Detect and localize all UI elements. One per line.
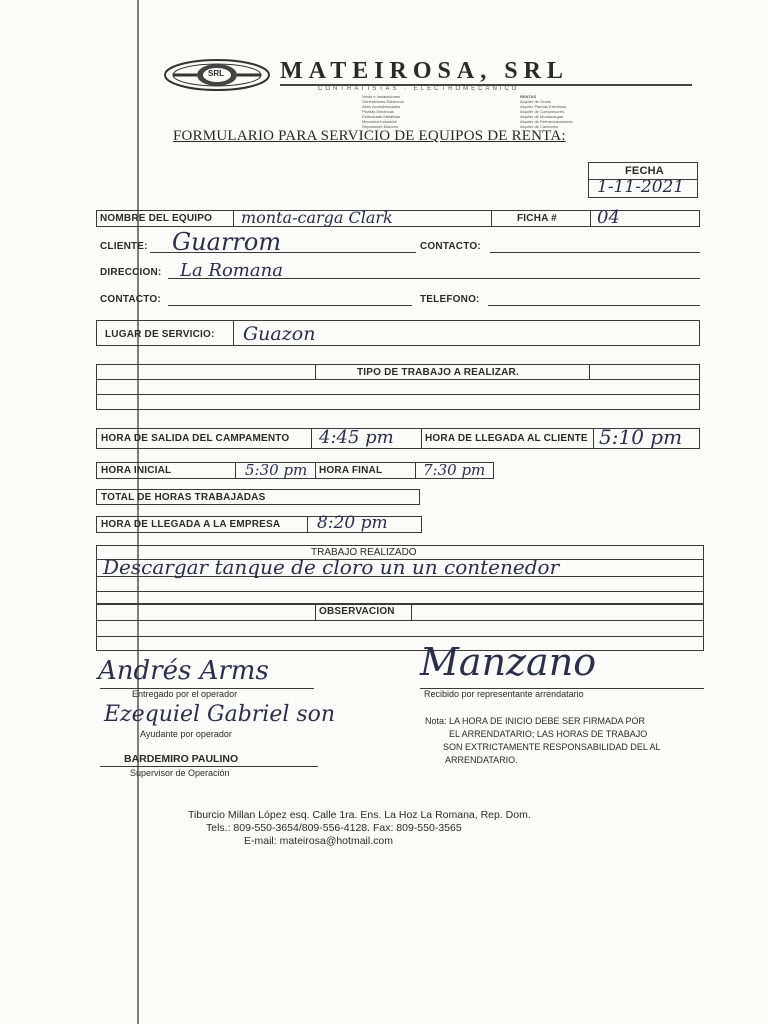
service-item: Alquiler de Compresores: [520, 109, 565, 114]
tipo-trabajo-row-line: [97, 394, 699, 395]
trabajo-realizado-table: [96, 545, 704, 605]
nota-line-4: ARRENDATARIO.: [445, 755, 518, 765]
supervisor-sign-line: [100, 766, 318, 767]
nota-line-1: Nota: LA HORA DE INICIO DEBE SER FIRMADA POR: [425, 716, 646, 726]
cliente-value: Guarrom: [172, 228, 282, 256]
contacto2-line: [168, 305, 412, 306]
trabajo-realizado-label: TRABAJO REALIZADO: [311, 547, 417, 558]
tipo-trabajo-row-line: [97, 379, 699, 380]
hora-salida-label: HORA DE SALIDA DEL CAMPAMENTO: [101, 433, 290, 444]
ficha-separator-left: [491, 211, 492, 226]
service-item: Plantas Eléctricas: [362, 109, 394, 114]
service-item: Estructuras Metálicas: [362, 114, 401, 119]
operador-signature: Andrés Arms: [98, 656, 269, 686]
footer-email: E-mail: mateirosa@hotmail.com: [244, 835, 393, 847]
lugar-separator: [233, 321, 234, 345]
direccion-line: [168, 278, 700, 279]
direccion-value: La Romana: [180, 260, 283, 281]
supervisor-name: BARDEMIRO PAULINO: [124, 753, 239, 765]
lugar-servicio-box: [96, 320, 700, 346]
services-right-list: [520, 94, 572, 129]
contacto-label: CONTACTO:: [420, 241, 481, 252]
hora-salida-value: 4:45 pm: [319, 427, 394, 448]
hora-llegada-val-sep: [593, 429, 594, 448]
hora-inicial-value: 5:30 pm: [245, 461, 308, 479]
services-left-list: [362, 94, 404, 129]
tipo-trabajo-col: [589, 365, 590, 379]
footer-phones: Tels.: 809-550-3654/809-556-4128. Fax: 809-550-3565: [206, 822, 462, 834]
company-name: MATEIROSA, SRL: [280, 58, 569, 84]
arrendatario-label: Recibido por representante arrendatario: [424, 689, 584, 699]
direccion-label: DIRECCION:: [100, 267, 162, 278]
footer-address: Tiburcio Millan López esq. Calle 1ra. Ens. La Hoz La Romana, Rep. Dom.: [188, 809, 531, 821]
form-title: FORMULARIO PARA SERVICIO DE EQUIPOS DE RENTA:: [173, 128, 566, 144]
hora-inicial-row: [96, 462, 494, 479]
equipo-separator: [233, 211, 234, 226]
tipo-trabajo-col: [315, 365, 316, 379]
tipo-trabajo-table: [96, 364, 700, 410]
service-item: Alquiler de Retroexcavadoras: [520, 119, 573, 124]
fecha-value: 1-11-2021: [597, 177, 685, 197]
nota-line-3: SON EXTRICTAMENTE RESPONSABILIDAD DEL AL: [443, 742, 661, 752]
services-right-heading: RENTAS: [520, 94, 537, 99]
ficha-label: FICHA #: [517, 213, 557, 224]
service-item: Mecánica Industrial: [362, 119, 397, 124]
nota-line-2: EL ARRENDATARIO; LAS HORAS DE TRABAJO: [449, 729, 648, 739]
arrendatario-signature: Manzano: [420, 640, 597, 684]
hora-final-label: HORA FINAL: [319, 465, 383, 476]
hora-salida-row: [96, 425, 700, 449]
ayudante-label: Ayudante por operador: [140, 729, 232, 739]
equipo-row: [96, 207, 700, 228]
binder-margin-line: [137, 0, 139, 1024]
fecha-box: [588, 162, 698, 198]
nombre-equipo-label: NOMBRE DEL EQUIPO: [100, 213, 213, 224]
ayudante-signature: Ezequiel Gabriel son: [104, 702, 336, 727]
hora-llegada-empresa-label: HORA DE LLEGADA A LA EMPRESA: [101, 519, 281, 530]
tipo-trabajo-label: TIPO DE TRABAJO A REALIZAR.: [357, 367, 519, 378]
hora-llegada-sep: [421, 429, 422, 448]
observacion-label: OBSERVACION: [319, 606, 395, 617]
hora-inicial-sep: [235, 463, 236, 478]
hora-final-label-sep: [315, 463, 316, 478]
total-horas-label: TOTAL DE HORAS TRABAJADAS: [101, 492, 266, 503]
company-tagline: CONTRATISTAS · ELECTROMECANICO: [318, 86, 520, 92]
hora-inicial-label: HORA INICIAL: [101, 465, 172, 476]
cliente-line: [150, 252, 416, 253]
hora-llegada-empresa-sep: [307, 517, 308, 532]
observacion-table: [96, 603, 704, 651]
operador-label: Entregado por el operador: [132, 689, 238, 699]
observacion-header-line: [97, 620, 703, 621]
service-item: Alquiler de Grúas: [520, 99, 551, 104]
lugar-servicio-value: Guazon: [243, 323, 316, 345]
hora-llegada-empresa-value: 8:20 pm: [317, 513, 388, 533]
fecha-label: FECHA: [625, 165, 664, 177]
hora-final-value: 7:30 pm: [423, 461, 486, 479]
hora-llegada-cliente-label: HORA DE LLEGADA AL CLIENTE: [425, 433, 588, 444]
service-item: Reparación Motores: [362, 124, 399, 129]
hora-salida-sep: [311, 429, 312, 448]
ficha-value: 04: [597, 207, 620, 228]
service-item: Alquiler de Montacargas: [520, 114, 564, 119]
nombre-equipo-value: monta-carga Clark: [241, 208, 393, 227]
observacion-col: [315, 604, 316, 620]
observacion-row-line: [97, 636, 703, 637]
service-item: Alquiler Plantas Eléctricas: [520, 104, 567, 109]
service-item: Aires Acondicionados: [362, 104, 401, 109]
hora-llegada-cliente-value: 5:10 pm: [599, 425, 683, 449]
telefono-line: [488, 305, 700, 306]
contacto2-label: CONTACTO:: [100, 294, 161, 305]
trabajo-realizado-row-line: [97, 591, 703, 592]
company-logo: [163, 58, 271, 92]
ficha-separator-right: [590, 211, 591, 226]
trabajo-realizado-value: Descargar tanque de cloro un un contenedor: [103, 555, 560, 579]
hora-final-sep: [415, 463, 416, 478]
observacion-col: [411, 604, 412, 620]
logo-text: SRL: [208, 69, 224, 78]
lugar-servicio-label: LUGAR DE SERVICIO:: [105, 329, 215, 340]
total-horas-row: [96, 489, 420, 505]
hora-llegada-empresa-row: [96, 513, 422, 533]
service-item: Venta e Instalaciones: [362, 94, 401, 99]
cliente-label: CLIENTE:: [100, 241, 148, 252]
telefono-label: TELEFONO:: [420, 294, 480, 305]
contacto-line: [490, 252, 700, 253]
service-item: Alquiler de Camiones: [520, 124, 559, 129]
service-item: Generadores Eléctricos: [362, 99, 404, 104]
supervisor-label: Supervisor de Operación: [130, 768, 230, 778]
